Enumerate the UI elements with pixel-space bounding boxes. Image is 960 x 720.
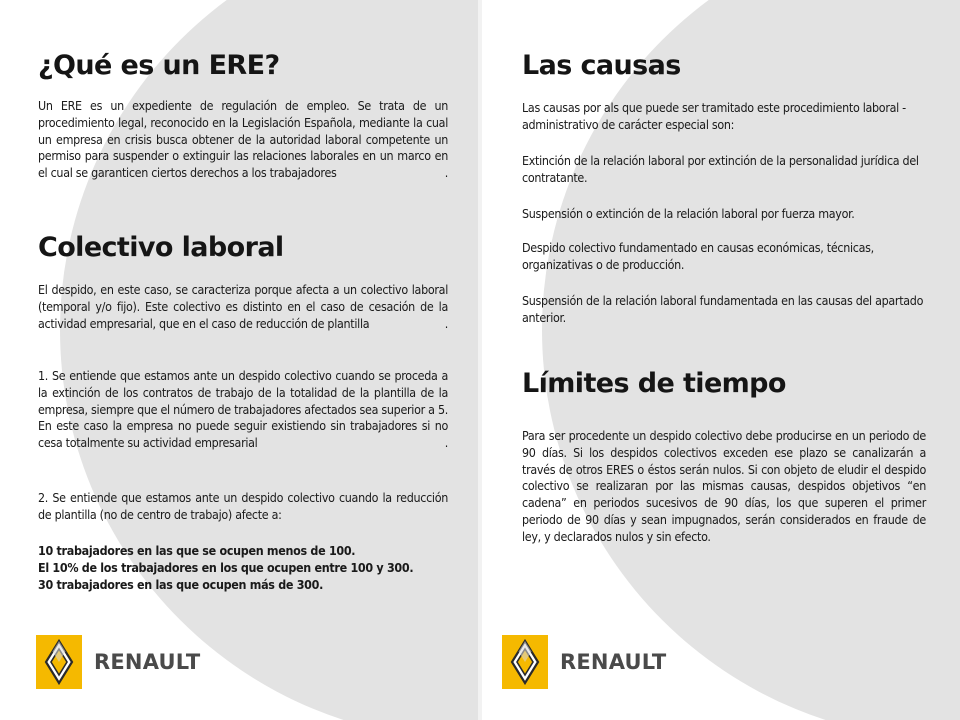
brand-name: RENAULT: [94, 650, 201, 674]
right-page: [482, 0, 960, 720]
title-limites-de-tiempo: Límites de tiempo: [522, 368, 786, 399]
point-1: [38, 368, 448, 452]
renault-diamond-icon: [502, 635, 548, 689]
point-2-text: 2. Se entiende que estamos ante un despido colectivo cuando la reducción de plantilla (no de centro de trabajo) afecte a:: [38, 490, 448, 522]
renault-logo: [502, 634, 666, 690]
left-page: [0, 0, 478, 720]
renault-logo: [36, 634, 200, 690]
point-1-text: 1. Se entiende que estamos ante un despido colectivo cuando se proceda a la extinción de los contratos de trabajo de la totalidad de la plantilla de la empresa, siempre que el número de trabajadores afectados sea superior a 5. En este caso la empresa no puede seguir existiendo sin trabajadores si no cesa totalmente su actividad empresarial: [38, 368, 448, 451]
renault-diamond-icon: [36, 635, 82, 689]
colectivo-description: [38, 282, 448, 332]
threshold-list: [38, 543, 458, 593]
title-colectivo-laboral: Colectivo laboral: [38, 232, 284, 263]
colectivo-text: El despido, en este caso, se caracteriza porque afecta a un colectivo laboral (temporal y/o fijo). Este colectivo es distinto en el caso de cesación de la actividad empresarial, que en el caso de reducción de plantilla: [38, 282, 448, 331]
end-dot: .: [444, 165, 448, 181]
threshold-line: 10 trabajadores en las que se ocupen menos de 100.: [38, 543, 356, 558]
causa-item: Suspensión de la relación laboral fundamentada en las causas del apartado anterior.: [522, 293, 924, 325]
causa-item: Extinción de la relación laboral por extinción de la personalidad jurídica del contratante.: [522, 153, 919, 185]
causa-item: Suspensión o extinción de la relación laboral por fuerza mayor.: [522, 206, 855, 221]
causas-intro: Las causas por als que puede ser tramitado este procedimiento laboral - administrativo de carácter especial son:: [522, 100, 906, 132]
limites-text: Para ser procedente un despido colectivo debe producirse en un periodo de 90 días. Si los despidos colectivos exceden ese plazo se canalizarán a través de otros ERES o éstos serán nulos. Si con objeto de eludir el despido colectivo se realizaran por las mismas causas, despidos objetivos “en cadena” en periodos sucesivos de 90 días, los que superen el primer periodo de 90 días y sean impugnados, serán considerados en fraude de ley, y declarados nulos y sin efecto.: [522, 428, 926, 544]
causa-item: Despido colectivo fundamentado en causas económicas, técnicas, organizativas o de producción.: [522, 240, 874, 272]
threshold-line: 30 trabajadores en las que ocupen más de 300.: [38, 576, 324, 592]
point-2: [38, 490, 448, 524]
title-las-causas: Las causas: [522, 50, 681, 81]
end-dot: .: [444, 435, 448, 451]
title-que-es-un-ere: ¿Qué es un ERE?: [38, 50, 280, 81]
brand-name: RENAULT: [560, 650, 667, 674]
ere-description: [38, 98, 448, 182]
threshold-line: El 10% de los trabajadores en los que ocupen entre 100 y 300.: [38, 559, 414, 575]
ere-text: Un ERE es un expediente de regulación de empleo. Se trata de un procedimiento legal, reconocido en la Legislación Española, mediante la cual un empresa en crisis busca obtener de la autoridad laboral competente un permiso para suspender o extinguir las relaciones laborales en un marco en el cual se garanticen ciertos derechos a los trabajadores: [38, 98, 448, 181]
end-dot: .: [444, 315, 448, 331]
